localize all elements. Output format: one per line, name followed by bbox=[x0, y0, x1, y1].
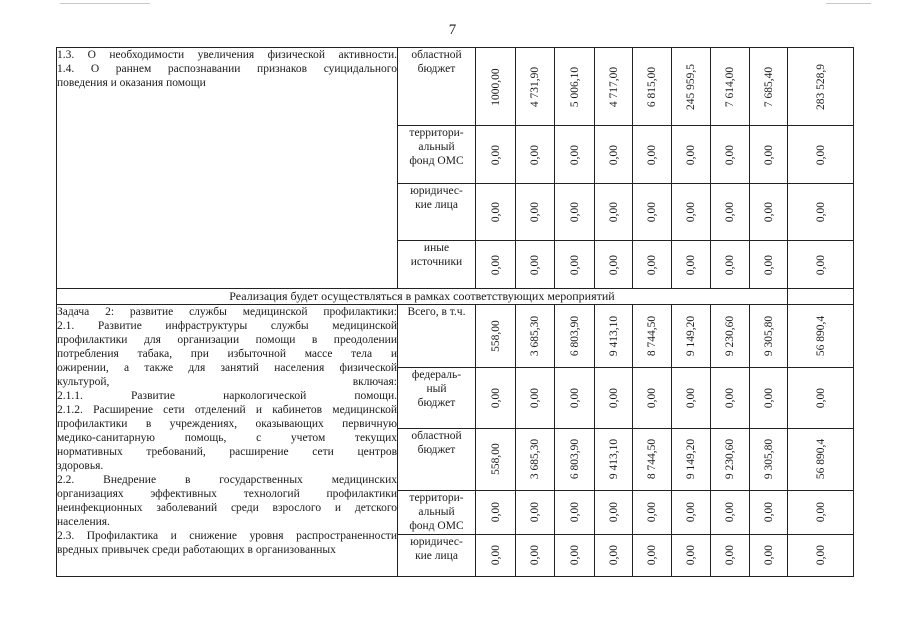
year-value-cell bbox=[595, 367, 633, 428]
amount-value: 283 528,9 bbox=[814, 63, 827, 110]
year-value-cell bbox=[633, 367, 672, 428]
description-line: профилактики для организации помощи в преодолении bbox=[57, 333, 397, 346]
amount-value: 0,00 bbox=[489, 387, 502, 408]
description-line: ожирении, а также для занятий населения физической bbox=[57, 361, 397, 374]
year-value-cell bbox=[476, 367, 516, 428]
amount-value: 0,00 bbox=[684, 545, 697, 566]
amount-value: 0,00 bbox=[528, 144, 541, 165]
amount-value: 3 685,30 bbox=[528, 315, 541, 356]
year-value-cell bbox=[595, 48, 633, 126]
year-value-cell bbox=[672, 48, 711, 126]
year-value-cell bbox=[711, 304, 750, 367]
year-value-cell bbox=[476, 241, 516, 289]
amount-value: 8 744,50 bbox=[645, 439, 658, 480]
total-value-cell bbox=[788, 48, 854, 126]
amount-value: 0,00 bbox=[684, 387, 697, 408]
year-value-cell bbox=[555, 490, 595, 534]
description-line: 2.2. Внедрение в государственных медицинских bbox=[57, 473, 397, 486]
description-line: неинфекционных заболеваний среди взрослого и детского bbox=[57, 501, 397, 514]
amount-value: 0,00 bbox=[762, 144, 775, 165]
amount-value: 0,00 bbox=[723, 254, 736, 275]
funding-source-label: фонд ОМС bbox=[409, 155, 464, 168]
year-value-cell bbox=[672, 126, 711, 184]
amount-value: 0,00 bbox=[489, 254, 502, 275]
task-1-description bbox=[57, 48, 398, 289]
amount-value: 8 744,50 bbox=[645, 315, 658, 356]
amount-value: 4 717,00 bbox=[607, 66, 620, 107]
year-value-cell bbox=[672, 304, 711, 367]
amount-value: 558,00 bbox=[489, 443, 502, 475]
year-value-cell bbox=[711, 126, 750, 184]
funding-row bbox=[57, 48, 854, 126]
funding-source-label: областной bbox=[411, 429, 462, 442]
year-value-cell bbox=[750, 534, 788, 576]
funding-source-cell bbox=[398, 367, 476, 428]
funding-source-cell bbox=[398, 48, 476, 126]
amount-value: 0,00 bbox=[762, 201, 775, 223]
year-value-cell bbox=[516, 241, 555, 289]
amount-value: 9 230,60 bbox=[723, 439, 736, 480]
amount-value: 0,00 bbox=[607, 387, 620, 408]
year-value-cell bbox=[516, 367, 555, 428]
amount-value: 6 803,90 bbox=[568, 439, 581, 480]
funding-source-label: альный bbox=[418, 505, 455, 518]
year-value-cell bbox=[711, 184, 750, 241]
amount-value: 0,00 bbox=[723, 201, 736, 223]
year-value-cell bbox=[711, 490, 750, 534]
funding-source-label: бюджет bbox=[417, 443, 456, 456]
amount-value: 56 890,4 bbox=[814, 315, 827, 356]
amount-value: 0,00 bbox=[528, 545, 541, 566]
amount-value: 9 230,60 bbox=[723, 315, 736, 356]
year-value-cell bbox=[750, 490, 788, 534]
year-value-cell bbox=[595, 534, 633, 576]
year-value-cell bbox=[750, 304, 788, 367]
amount-value: 0,00 bbox=[645, 254, 658, 275]
amount-value: 0,00 bbox=[568, 387, 581, 408]
year-value-cell bbox=[555, 367, 595, 428]
description-line: потребления табака, при избыточной массе тела и bbox=[57, 347, 397, 360]
amount-value: 0,00 bbox=[607, 144, 620, 165]
year-value-cell bbox=[516, 126, 555, 184]
scan-top-rule-right bbox=[826, 3, 871, 4]
year-value-cell bbox=[516, 428, 555, 490]
amount-value: 9 149,20 bbox=[684, 439, 697, 480]
description-line: 2.1. Развитие инфраструктуры службы медицинской bbox=[57, 319, 397, 332]
amount-value: 0,00 bbox=[528, 502, 541, 523]
implementation-note: Реализация будет осуществляться в рамках соответствующих мероприятий bbox=[57, 289, 788, 305]
funding-source-label: бюджет bbox=[417, 396, 456, 409]
amount-value: 9 413,10 bbox=[607, 439, 620, 480]
banner-row bbox=[57, 289, 854, 305]
year-value-cell bbox=[750, 367, 788, 428]
funding-source-label: юридичес- bbox=[410, 185, 463, 197]
amount-value: 0,00 bbox=[645, 144, 658, 165]
amount-value: 0,00 bbox=[645, 387, 658, 408]
year-value-cell bbox=[711, 367, 750, 428]
amount-value: 5 006,10 bbox=[568, 66, 581, 107]
amount-value: 0,00 bbox=[489, 144, 502, 165]
amount-value: 0,00 bbox=[814, 201, 827, 223]
amount-value: 4 731,90 bbox=[528, 66, 541, 107]
description-line: поведения и оказания помощи bbox=[57, 77, 206, 90]
funding-source-label: юридичес- bbox=[410, 535, 463, 548]
amount-value: 0,00 bbox=[607, 201, 620, 223]
amount-value: 0,00 bbox=[607, 254, 620, 275]
year-value-cell bbox=[516, 304, 555, 367]
year-value-cell bbox=[595, 241, 633, 289]
description-line: 2.1.2. Расширение сети отделений и кабинетов медицинской bbox=[57, 403, 397, 416]
total-value-cell bbox=[788, 534, 854, 576]
amount-value: 0,00 bbox=[684, 254, 697, 275]
year-value-cell bbox=[555, 184, 595, 241]
amount-value: 0,00 bbox=[814, 387, 827, 408]
year-value-cell bbox=[711, 534, 750, 576]
year-value-cell bbox=[750, 184, 788, 241]
year-value-cell bbox=[595, 428, 633, 490]
amount-value: 7 614,00 bbox=[723, 66, 736, 107]
page-number: 7 bbox=[448, 22, 457, 38]
year-value-cell bbox=[633, 241, 672, 289]
amount-value: 0,00 bbox=[568, 201, 581, 223]
year-value-cell bbox=[750, 126, 788, 184]
total-value-cell bbox=[788, 126, 854, 184]
amount-value: 0,00 bbox=[762, 545, 775, 566]
year-value-cell bbox=[633, 304, 672, 367]
year-value-cell bbox=[516, 490, 555, 534]
description-line: 2.3. Профилактика и снижение уровня распространенности bbox=[57, 529, 397, 542]
amount-value: 0,00 bbox=[645, 502, 658, 523]
funding-table-body bbox=[57, 48, 854, 577]
funding-source-cell bbox=[398, 490, 476, 534]
year-value-cell bbox=[595, 304, 633, 367]
year-value-cell bbox=[633, 534, 672, 576]
funding-source-label: областной bbox=[411, 49, 462, 61]
amount-value: 245 959,5 bbox=[684, 63, 697, 110]
amount-value: 0,00 bbox=[489, 545, 502, 566]
description-line: медико-санитарную помощь, с учетом текущих bbox=[57, 431, 397, 444]
amount-value: 6 815,00 bbox=[645, 66, 658, 107]
year-value-cell bbox=[555, 48, 595, 126]
amount-value: 0,00 bbox=[723, 387, 736, 408]
description-line: здоровья. bbox=[57, 459, 104, 472]
banner-empty-cell bbox=[788, 289, 854, 305]
amount-value: 0,00 bbox=[645, 545, 658, 566]
year-value-cell bbox=[555, 428, 595, 490]
funding-source-cell bbox=[398, 126, 476, 184]
funding-source-label: территори- bbox=[409, 491, 464, 504]
total-value-cell bbox=[788, 241, 854, 289]
year-value-cell bbox=[672, 367, 711, 428]
year-value-cell bbox=[555, 534, 595, 576]
amount-value: 7 685,40 bbox=[762, 66, 775, 107]
description-line: профилактики в учреждениях, оказывающих первичную bbox=[57, 417, 397, 430]
amount-value: 0,00 bbox=[814, 254, 827, 275]
funding-source-label: кие лица bbox=[415, 549, 458, 562]
description-line: населения. bbox=[57, 515, 110, 528]
year-value-cell bbox=[633, 184, 672, 241]
funding-source-cell bbox=[398, 428, 476, 490]
amount-value: 0,00 bbox=[762, 254, 775, 275]
year-value-cell bbox=[633, 126, 672, 184]
amount-value: 0,00 bbox=[489, 201, 502, 223]
amount-value: 6 803,90 bbox=[568, 315, 581, 356]
description-line: 2.1.1. Развитие наркологической помощи. bbox=[57, 389, 397, 402]
amount-value: 0,00 bbox=[607, 545, 620, 566]
amount-value: 0,00 bbox=[723, 144, 736, 165]
funding-row bbox=[57, 304, 854, 367]
amount-value: 0,00 bbox=[723, 545, 736, 566]
amount-value: 9 305,80 bbox=[762, 439, 775, 480]
year-value-cell bbox=[672, 428, 711, 490]
amount-value: 3 685,30 bbox=[528, 439, 541, 480]
amount-value: 0,00 bbox=[684, 502, 697, 523]
year-value-cell bbox=[555, 241, 595, 289]
description-line: 1.4. О раннем распознавании признаков суицидального bbox=[57, 63, 397, 76]
funding-source-label: территори- bbox=[409, 127, 464, 139]
year-value-cell bbox=[633, 428, 672, 490]
amount-value: 0,00 bbox=[814, 144, 827, 165]
amount-value: 0,00 bbox=[684, 201, 697, 223]
amount-value: 558,00 bbox=[489, 319, 502, 352]
year-value-cell bbox=[750, 241, 788, 289]
year-value-cell bbox=[711, 241, 750, 289]
amount-value: 0,00 bbox=[528, 387, 541, 408]
funding-source-cell bbox=[398, 534, 476, 576]
year-value-cell bbox=[672, 241, 711, 289]
amount-value: 0,00 bbox=[645, 201, 658, 223]
amount-value: 1000,00 bbox=[489, 67, 502, 106]
amount-value: 0,00 bbox=[607, 502, 620, 523]
description-line: Задача 2: развитие службы медицинской профилактики: bbox=[57, 305, 397, 318]
year-value-cell bbox=[476, 428, 516, 490]
amount-value: 56 890,4 bbox=[814, 439, 827, 480]
year-value-cell bbox=[476, 48, 516, 126]
year-value-cell bbox=[672, 534, 711, 576]
description-line: вредных привычек среди работающих в организованных bbox=[57, 543, 336, 556]
year-value-cell bbox=[476, 534, 516, 576]
funding-source-label: альный bbox=[418, 141, 455, 154]
total-value-cell bbox=[788, 184, 854, 241]
year-value-cell bbox=[516, 48, 555, 126]
year-value-cell bbox=[633, 490, 672, 534]
funding-source-label: источники bbox=[410, 256, 463, 269]
amount-value: 0,00 bbox=[684, 144, 697, 165]
amount-value: 0,00 bbox=[568, 502, 581, 523]
amount-value: 0,00 bbox=[568, 144, 581, 165]
funding-table bbox=[56, 47, 854, 577]
year-value-cell bbox=[672, 490, 711, 534]
year-value-cell bbox=[595, 126, 633, 184]
amount-value: 0,00 bbox=[528, 201, 541, 223]
year-value-cell bbox=[711, 428, 750, 490]
total-value-cell bbox=[788, 490, 854, 534]
year-value-cell bbox=[595, 184, 633, 241]
total-value-cell bbox=[788, 304, 854, 367]
description-line: 1.3. О необходимости увеличения физической активности. bbox=[57, 49, 397, 61]
year-value-cell bbox=[750, 428, 788, 490]
funding-source-label: кие лица bbox=[415, 199, 458, 212]
year-value-cell bbox=[711, 48, 750, 126]
total-value-cell bbox=[788, 428, 854, 490]
amount-value: 0,00 bbox=[489, 502, 502, 523]
amount-value: 0,00 bbox=[814, 502, 827, 523]
year-value-cell bbox=[516, 184, 555, 241]
year-value-cell bbox=[555, 304, 595, 367]
amount-value: 9 305,80 bbox=[762, 315, 775, 356]
task-2-description bbox=[57, 304, 398, 576]
description-line: культурой, включая: bbox=[57, 375, 397, 388]
year-value-cell bbox=[476, 490, 516, 534]
year-value-cell bbox=[595, 490, 633, 534]
amount-value: 0,00 bbox=[814, 545, 827, 566]
amount-value: 9 413,10 bbox=[607, 315, 620, 356]
amount-value: 0,00 bbox=[568, 545, 581, 566]
year-value-cell bbox=[516, 534, 555, 576]
funding-source-label: федераль- bbox=[411, 368, 462, 381]
amount-value: 0,00 bbox=[568, 254, 581, 275]
funding-source-cell bbox=[398, 304, 476, 367]
year-value-cell bbox=[476, 126, 516, 184]
funding-source-label: фонд ОМС bbox=[409, 519, 464, 532]
amount-value: 0,00 bbox=[723, 502, 736, 523]
funding-source-label: Всего, в т.ч. bbox=[407, 305, 466, 318]
year-value-cell bbox=[633, 48, 672, 126]
amount-value: 0,00 bbox=[762, 502, 775, 523]
amount-value: 0,00 bbox=[528, 254, 541, 275]
year-value-cell bbox=[555, 126, 595, 184]
funding-source-cell bbox=[398, 241, 476, 289]
amount-value: 9 149,20 bbox=[684, 315, 697, 356]
year-value-cell bbox=[672, 184, 711, 241]
funding-source-label: ный bbox=[426, 382, 447, 395]
total-value-cell bbox=[788, 367, 854, 428]
year-value-cell bbox=[476, 184, 516, 241]
year-value-cell bbox=[750, 48, 788, 126]
funding-source-cell bbox=[398, 184, 476, 241]
funding-source-label: бюджет bbox=[417, 63, 456, 76]
funding-source-label: иные bbox=[423, 242, 450, 254]
description-line: организациях эффективных технологий профилактики bbox=[57, 487, 397, 500]
amount-value: 0,00 bbox=[762, 387, 775, 408]
scan-top-rule-left bbox=[60, 3, 150, 4]
description-line: нормативных требований, расширение сети центров bbox=[57, 445, 397, 458]
year-value-cell bbox=[476, 304, 516, 367]
